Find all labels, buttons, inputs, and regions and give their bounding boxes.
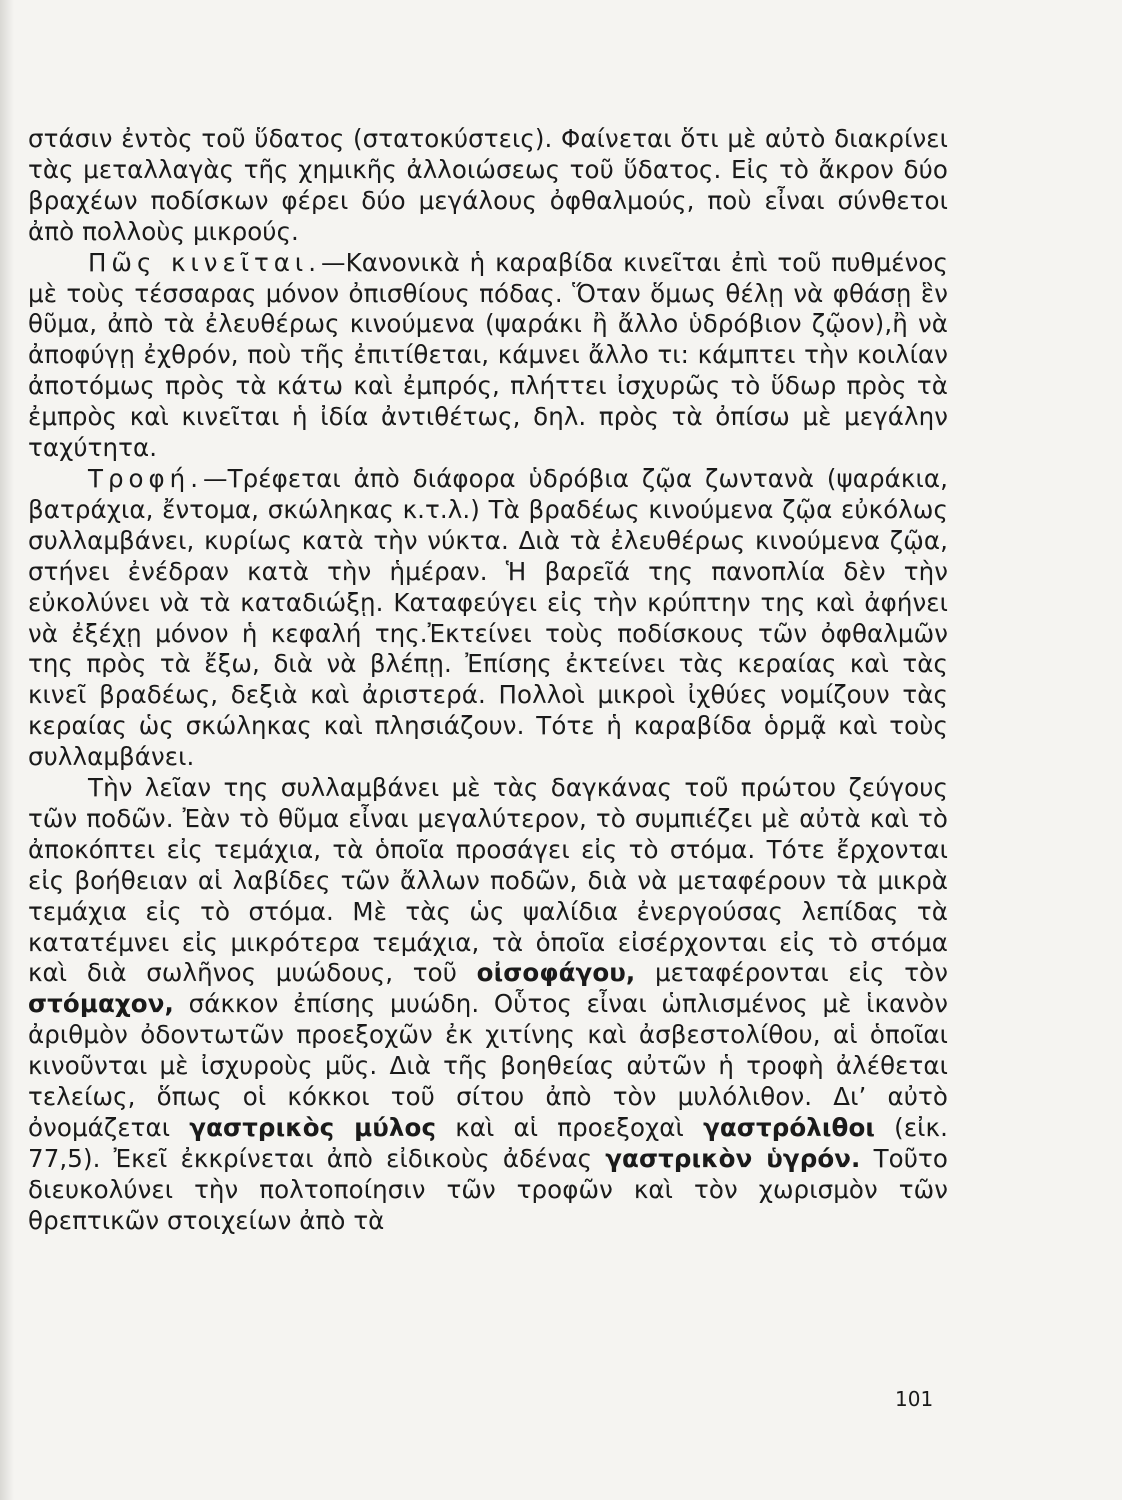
text-run: μεταφέρονται εἰς τὸν [635, 958, 948, 988]
term-gastric-fluid: γαστρικὸν ὑγρόν. [605, 1143, 861, 1173]
term-esophagus: οἰσοφάγου, [476, 958, 636, 988]
text-run: (εἰκ. 77,5). Ἐκεῖ ἐκκρίνεται ἀπὸ εἰδικοὺς ἀδένας [28, 1113, 948, 1173]
text-run: σάκκον ἐπίσης μυώδη. Οὗτος εἶναι ὡπλισμένος μὲ ἱκανὸν ἀριθμὸν ὀδοντωτῶν προεξοχῶν ἐκ χιτίνης καὶ ἀσβεστολίθου, αἱ ὁποῖαι κινοῦνται μὲ ἰσχυροὺς μῦς. Διὰ τῆς βοηθείας αὐτῶν ἡ τροφὴ ἀλέθεται τελείως, ὅπως οἱ κόκκοι τοῦ σίτου ἀπὸ τὸν μυλόλιθον. Δι’ αὐτὸ ὀνομάζεται [28, 989, 948, 1142]
text-run: —Κανονικὰ ἡ καραβίδα κινεῖται ἐπὶ τοῦ πυθμένος μὲ τοὺς τέσσαρας μόνον ὀπισθίους πόδας. Ὅταν ὅμως θέλῃ νὰ φθάσῃ ἓν θῦμα, ἀπὸ τὰ ἐλευθέρως κινούμενα (ψαράκι ἢ ἄλλο ὑδρόβιον ζῷον),ἢ νὰ ἀποφύγῃ ἐχθρόν, ποὺ τῆς ἐπιτίθεται, κάμνει ἄλλο τι: κάμπτει τὴν κοιλίαν ἀποτόμως πρὸς τὰ κάτω καὶ ἐμπρός, πλήττει ἰσχυρῶς τὸ ὕδωρ πρὸς τὰ ἐμπρὸς καὶ κινεῖται ἡ ἰδία ἀντιθέτως, δηλ. πρὸς τὰ ὀπίσω μὲ μεγάλην ταχύτητα. [28, 247, 948, 463]
term-stomach: στόμαχον, [28, 989, 174, 1019]
text-run: Τοῦτο διευκολύνει τὴν πολτοποίησιν τῶν τροφῶν καὶ τὸν χωρισμὸν τῶν θρεπτικῶν στοιχείων ἀπὸ τὰ [28, 1143, 948, 1235]
paragraph-movement [28, 248, 948, 464]
paragraph-statocyst [28, 124, 948, 248]
text-run: στάσιν ἐντὸς τοῦ ὕδατος (στατοκύστεις). Φαίνεται ὅτι μὲ αὐτὸ διακρίνει τὰς μεταλλαγὰς τῆς χημικῆς ἀλλοιώσεως τοῦ ὕδατος. Εἰς τὸ ἄκρον δύο βραχέων ποδίσκων φέρει δύο μεγάλους ὀφθαλμούς, ποὺ εἶναι σύνθετοι ἀπὸ πολλοὺς μικρούς. [28, 124, 948, 246]
paragraph-digestion [28, 773, 948, 1237]
term-gastric-mill: γαστρικὸς μύλος [189, 1113, 437, 1142]
section-heading-movement: Πῶς κινεῖται. [88, 247, 321, 277]
page-number: 101 [895, 1387, 934, 1411]
paragraph-food [28, 464, 948, 773]
text-run: —Τρέφεται ἀπὸ διάφορα ὑδρόβια ζῷα ζωντανὰ (ψαράκια, βατράχια, ἔντομα, σκώληκας κ.τ.λ.) Τὰ βραδέως κινούμενα ζῷα εὐκόλως συλλαμβάνει, κυρίως κατὰ τὴν νύκτα. Διὰ τὰ ἐλευθέρως κινούμενα ζῷα, στήνει ἐνέδραν κατὰ τὴν ἡμέραν. Ἡ βαρεῖά της πανοπλία δὲν τὴν εὐκολύνει νὰ τὰ καταδιώξῃ. Καταφεύγει εἰς τὴν κρύπτην της καὶ ἀφήνει νὰ ἐξέχῃ μόνον ἡ κεφαλή της.Ἐκτείνει τοὺς ποδίσκους τῶν ὀφθαλμῶν της πρὸς τὰ ἔξω, διὰ νὰ βλέπῃ. Ἐπίσης ἐκτείνει τὰς κεραίας καὶ τὰς κινεῖ βραδέως, δεξιὰ καὶ ἀριστερά. Πολλοὶ μικροὶ ἰχθύες νομίζουν τὰς κεραίας ὡς σκώληκας καὶ πλησιάζουν. Τότε ἡ καραβίδα ὁρμᾷ καὶ τοὺς συλλαμβάνει. [28, 463, 948, 772]
text-run: Τὴν λεῖαν της συλλαμβάνει μὲ τὰς δαγκάνας τοῦ πρώτου ζεύγους τῶν ποδῶν. Ἐὰν τὸ θῦμα εἶναι μεγαλύτερον, τὸ συμπιέζει μὲ αὐτὰ καὶ τὸ ἀποκόπτει εἰς τεμάχια, τὰ ὁποῖα προσάγει εἰς τὸ στόμα. Τότε ἔρχονται εἰς βοήθειαν αἱ λαβίδες τῶν ἄλλων ποδῶν, διὰ νὰ μεταφέρουν τὰ μικρὰ τεμάχια εἰς τὸ στόμα. Μὲ τὰς ὡς ψαλίδια ἐνεργούσας λεπίδας τὰ κατατέμνει εἰς μικρότερα τεμάχια, τὰ ὁποῖα εἰσέρχονται εἰς τὸ στόμα καὶ διὰ σωλῆνος μυώδους, τοῦ [28, 773, 948, 988]
text-run: καὶ αἱ προεξοχαὶ [436, 1113, 704, 1142]
page-edge-shadow [0, 0, 14, 1500]
term-gastroliths: γαστρόλιθοι [703, 1113, 876, 1142]
body-text [28, 124, 948, 1237]
section-heading-food: Τροφή. [88, 463, 203, 493]
